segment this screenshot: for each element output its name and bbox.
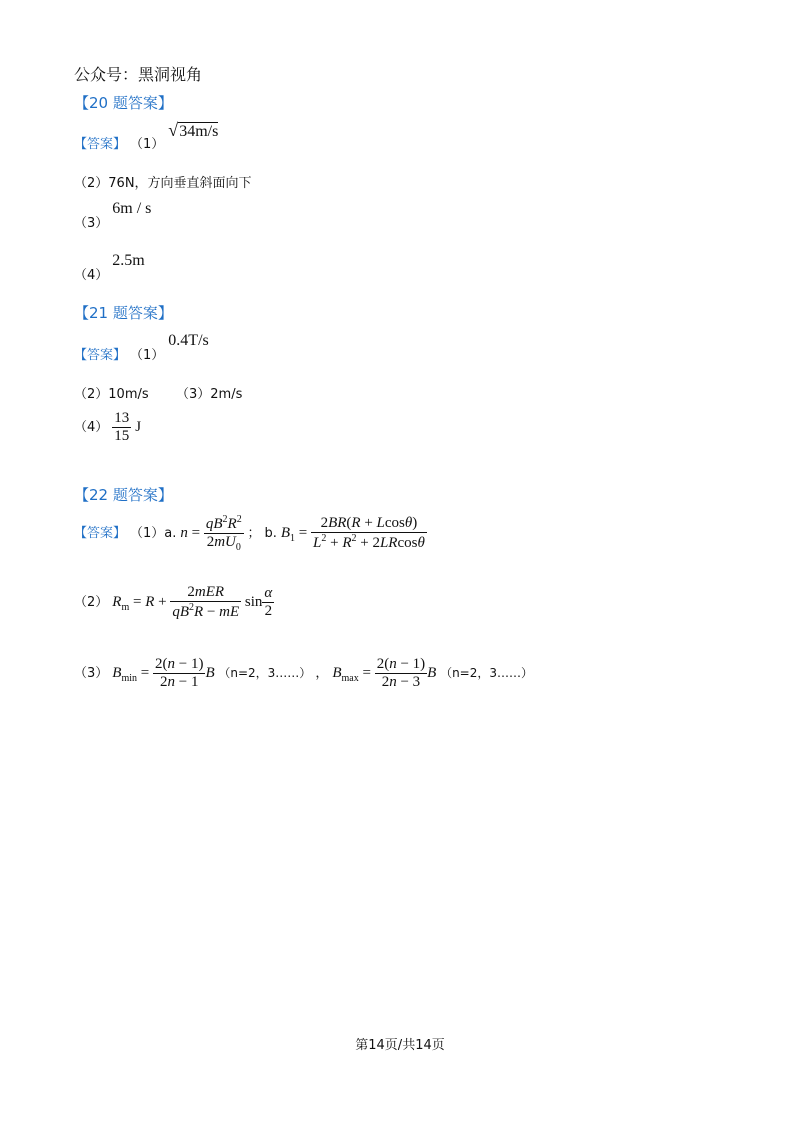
q21-header: 【21 题答案】 [74, 304, 173, 322]
q20-p4-value: 2.5m [112, 252, 145, 269]
part-label: （3） [74, 216, 109, 231]
q22-formula-b: $B_1$ = $\frac{2BR(R + Lcos\theta)}{L^2 + R^2 + 2LRcos\theta}$ [280, 515, 425, 551]
q20-part1 [74, 120, 219, 152]
q22-part1 [74, 514, 427, 553]
part-label: （2） [74, 594, 109, 610]
part-label: （1）a. [130, 525, 177, 541]
q21-p4-unit: J [135, 419, 142, 436]
q22-header: 【22 题答案】 [74, 486, 173, 504]
q22-formula-bmin: $B_{min}$ = $\frac{2(n - 1)}{2n - 1}$ B [112, 656, 215, 690]
q21-part2: （2）10m/s [74, 387, 149, 402]
q22-part2 [74, 584, 274, 621]
q21-p1-value: 0.4T/s [168, 332, 209, 349]
part-label: （3） [74, 665, 109, 681]
b-label: b. [264, 525, 277, 541]
q22-formula-bmax: $B_{max}$ = $\frac{2(n - 1)}{2n - 3}$ B [332, 656, 437, 690]
answer-tag: 【答案】 [74, 348, 127, 363]
q20-p3-value: 6m / s [112, 200, 152, 217]
q21-part4 [74, 410, 141, 445]
comma: ， [315, 665, 329, 681]
n-range: （n=2，3……） [218, 665, 312, 680]
q20-part3 [74, 198, 152, 231]
page-footer: 第14页/共14页 [355, 1038, 445, 1053]
separator: ； [247, 525, 261, 541]
n-range: （n=2，3……） [440, 665, 534, 680]
q20-part4 [74, 250, 145, 283]
watermark: 公众号：黑洞视角 [74, 65, 203, 84]
q20-part2: （2）76N，方向垂直斜面向下 [74, 176, 252, 191]
part-label: （4） [74, 420, 109, 436]
q21-p4-fraction: $\frac{13}{15}$ [114, 410, 130, 444]
q21-part3: （3）2m/s [176, 387, 243, 402]
part-label: （1） [130, 137, 165, 152]
part-label: （4） [74, 268, 109, 283]
answer-tag: 【答案】 [74, 525, 127, 541]
answer-tag: 【答案】 [74, 137, 127, 152]
q22-part3 [74, 656, 533, 691]
q22-formula-rm: $R_m = R$ + $\frac{\text{2mER}}{qB^2R - mE}$ sin $\frac{\alpha}{2}$ [112, 584, 273, 620]
part-label: （1） [130, 348, 165, 363]
q20-p1-value: √34m/s [168, 120, 219, 140]
q22-formula-a: n = $\frac{qB^2R^2}{2mU_0}$ [180, 514, 242, 553]
q21-part1 [74, 330, 209, 363]
q20-header: 【20 题答案】 [74, 94, 173, 112]
